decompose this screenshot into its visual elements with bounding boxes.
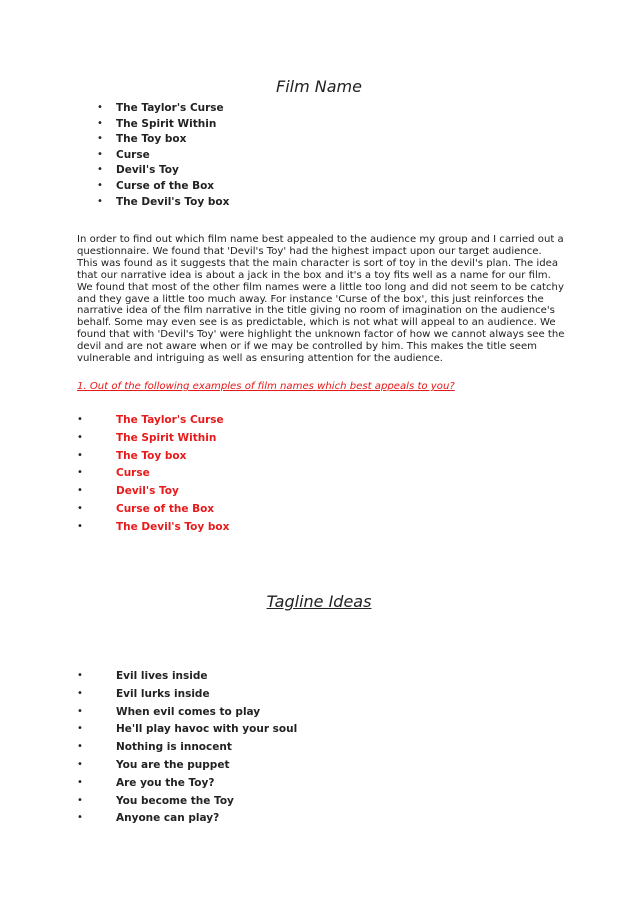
tagline-item: Evil lives inside — [116, 670, 208, 682]
bullet: • — [97, 102, 103, 113]
bullet: • — [77, 414, 83, 425]
bullet: • — [77, 741, 83, 753]
tagline-item: He'll play havoc with your soul — [116, 723, 298, 736]
bullet: • — [77, 723, 83, 735]
bullet: • — [77, 502, 83, 514]
option-item: Curse — [116, 467, 150, 480]
bullet: • — [97, 164, 103, 176]
bullet: • — [77, 687, 83, 699]
option-item: The Toy box — [116, 449, 187, 462]
option-item: Curse of the Box — [116, 502, 215, 515]
bullet: • — [77, 449, 83, 461]
body-paragraph: In order to find out which film name best appealed to the audience my group and I carried out a questionnaire. We found that 'Devil's Toy' had the highest impact upon our target audience. This was found as it suggests that the main character is sort of toy in the devil's plan. The idea that our narrative idea is about a jack in the box and it's a toy fits well as a name for our film. We found that most of the other film names were a little too long and did not seem to be catchy and they gave a little too much away. For instance 'Curse of the box', this just reinforces the narrative idea of the film narrative in the title giving no room of imagination on the audience's behalf. Some may even see is as predictable, which is not what will appeal to an audience. We found that with 'Devil's Toy' were highlight the unknown factor of how we cannot always see the devil and are not aware when or if we may be controlled by him. This makes the title seem vulnerable and intriguing as well as ensuring attention for the audience. — [77, 234, 565, 365]
bullet: • — [97, 133, 103, 145]
film-name-item: Devil's Toy — [116, 164, 179, 177]
bullet: • — [77, 776, 83, 788]
tagline-item: Anyone can play? — [116, 812, 220, 825]
bullet: • — [77, 794, 83, 806]
bullet: • — [97, 148, 103, 160]
tagline-ideas-heading — [0, 592, 638, 611]
tagline-item: You become the Toy — [116, 794, 234, 807]
film-name-item: Curse of the Box — [116, 179, 215, 192]
tagline-item: Are you the Toy? — [116, 776, 215, 789]
film-name-heading — [0, 77, 638, 96]
bullet: • — [77, 467, 83, 479]
film-name-heading-text: Film Name — [276, 77, 362, 96]
option-item: Devil's Toy — [116, 485, 179, 498]
bullet: • — [97, 179, 103, 191]
option-item: The Devil's Toy box — [116, 520, 230, 533]
film-name-item: The Toy box — [116, 133, 187, 146]
option-item: The Spirit Within — [116, 431, 217, 444]
bullet: • — [77, 520, 83, 532]
tagline-item: When evil comes to play — [116, 705, 261, 718]
questionnaire-question: 1. Out of the following examples of film names which best appeals to you? — [77, 381, 455, 392]
bullet: • — [77, 812, 83, 824]
bullet: • — [77, 758, 83, 770]
tagline-ideas-heading-text: Tagline Ideas — [266, 592, 372, 611]
film-name-item: The Devil's Toy box — [116, 195, 230, 208]
tagline-item: Nothing is innocent — [116, 741, 232, 754]
bullet: • — [77, 485, 83, 497]
tagline-item: You are the puppet — [116, 758, 230, 771]
bullet: • — [77, 431, 83, 443]
bullet: • — [77, 670, 83, 681]
bullet: • — [97, 195, 103, 207]
option-item: The Taylor's Curse — [116, 414, 224, 426]
film-name-item: Curse — [116, 148, 150, 161]
bullet: • — [97, 117, 103, 129]
tagline-item: Evil lurks inside — [116, 687, 210, 700]
film-name-item: The Taylor's Curse — [116, 102, 224, 114]
bullet: • — [77, 705, 83, 717]
film-name-item: The Spirit Within — [116, 117, 217, 130]
